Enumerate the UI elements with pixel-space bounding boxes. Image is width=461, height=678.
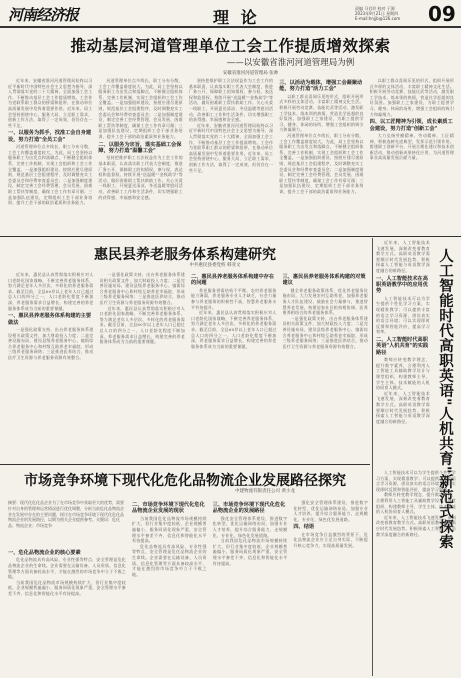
article4-paragraph: 人工智能技术可以为学生提供个性化学习方案，实现精准教学；可以提供丰富的语言学习资源，创设真实的语言环境；可以实现即时反馈和智能评价，提高学习效率。 [376,295,430,335]
article3-section-heading: 三、市场竞争环境下现代化危化品物流企业的发展路径 [212,502,286,515]
article3-paragraph: 当前我国危化品物流市场规模持续扩大，但行业集中度较低，企业规模普遍偏小，服务同质化现象严重，安全管理水平参差不齐，信息化和智能化水平有待提高。 [132,515,207,544]
article2-byline: 中共惠民县委党校 韩亚文 [189,263,241,268]
column-divider [372,238,373,676]
article1-body [8,78,454,228]
article4-section-heading: 一、人工智能技术在高职英语教学中的应用优势 [376,275,428,295]
article1-section-heading: 四、以工匠精神为引领，成长素质工会建设，努力打造"创新工会" [369,119,453,132]
article3-column [8,548,126,674]
article3-body-left [8,548,126,674]
article1-paragraph: 坚持把维护职工合法权益作为工会工作的基本职责，认真落实职工代表大会制度，推进厂务公开，保障职工的知情权、参与权、表达权和监督权。持续开展"送温暖""金秋助学"等活动，做好困难职工帮扶救助工作。关心关爱一线职工，开展夏送清凉、冬送温暖等慰问活动，改善职工工作和生活条件，切实增强职工的获得感、幸福感和安全感。 [188,78,274,123]
article3-paragraph: 当前我国危化品物流市场规模持续扩大，但行业集中度较低，企业规模普遍偏小，服务同质化现象严重，安全管理水平参差不齐，信息化和智能化水平有待提高。 [212,538,288,566]
article1-byline: 安徽省淮河河道管理局 张帅 [222,71,279,76]
article1-paragraph: 河道管理单位点多线长，职工分布分散，工会工作覆盖难度较大。为此，局工会坚持以服务职工为出发点和落脚点，不断健全组织体系，完善工作机制，实现工会组织和工会工作全覆盖。一是加强组织建设，按照应建尽建原则，规范基层工会组建程序，及时调整充实工会委员会和经费审查委员会；二是加强制度建设，制定完善工会经费管理、会员发展、困难职工帮扶等制度，确保工会工作有章可循；三是加强队伍建设，定期组织工会干部业务培训，提升工会干部的政治素质和业务能力。 [8,144,93,206]
article3-paragraph: 在市场竞争日益激烈的背景下，危化品物流企业应立足自身实际，不断提升核心竞争力，实现高质量发展。 [293,531,369,548]
section-divider [0,236,461,237]
article1-paragraph: 河道管理单位点多线长，职工分布分散，工会工作覆盖难度较大。为此，局工会坚持以服务职工为出发点和落脚点，不断健全组织体系，完善工作机制，实现工会组织和工会工作全覆盖。一是加强组织建设，按照应建尽建原则，规范基层工会组建程序，及时调整充实工会委员会和经费审查委员会；二是加强制度建设，制定完善工会经费管理、会员发展、困难职工帮扶等制度，确保工会工作有章可循；三是加强队伍建设，定期组织工会干部业务培训，提升工会干部的政治素质和业务能力。 [98,78,183,139]
article3-paragraph: 危化品物流具有高风险、专业性强等特点，安全管理是危化品物流企业的生命线。企业需要在运输设备、人员资质、信息化管理等方面具备较高水平，才能在激烈的市场竞争中立于不败之地。 [8,557,126,580]
article3-column [293,500,368,674]
article2-headline: 惠民县养老服务体系构建研究 [94,247,276,263]
article3-column [132,500,207,674]
article2-column [100,272,186,460]
article1-column [189,78,273,228]
article2-section-heading: 二、惠民县养老服务体系构建中存在的问题 [191,274,275,287]
article1-paragraph: 河道管理单位点多线长，职工分布分散，工会工作覆盖难度较大。为此，局工会坚持以服务职工为出发点和落脚点，不断健全组织体系，完善工作机制，实现工会组织和工会工作全覆盖。一是加强组织建设，按照应建尽建原则，规范基层工会组建程序，及时调整充实工会委员会和经费审查委员会；二是加强制度建设，制定完善工会经费管理、会员发展、困难职工帮扶等制度，确保工会工作有章可循；三是加强队伍建设，定期组织工会干部业务培训，提升工会干部的政治素质和业务能力。 [279,132,364,194]
article1-section-heading: 一、以服务为抓手，找准工会自身建设，努力打造"全员工会" [8,130,92,143]
date-line: 2023年9月21日 星期四 [355,11,399,16]
article3-section-heading: 二、市场竞争环境下现代化危化品物流企业发展的现状 [132,502,205,515]
section-divider [0,464,370,465]
article1-paragraph: 近年来，安徽省淮河河道管理局始终以习近平新时代中国特色社会主义思想为指导，深入贯彻落实党的二十大精神，全面加强工会工作，不断推动基层工会工作提质增效。工会作为党联系职工群众的桥梁和纽带，在推动单位高质量发展中发挥着重要作用。近年来，局工会坚持围绕中心、服务大局，立足职工需求，创新工作方法，取得了一定成效，但仍存在一些不足。 [188,122,274,173]
page-number: 09 [428,2,456,26]
article2-section-heading: 一、惠民县养老服务体系构建的主要做法 [8,313,92,326]
article1-paragraph: 近年来，安徽省淮河河道管理局始终以习近平新时代中国特色社会主义思想为指导，深入贯彻落实党的二十大精神，全面加强工会工作，不断推动基层工会工作提质增效。工会作为党联系职工群众的桥梁和纽带，在推动单位高质量发展中发挥着重要作用。近年来，局工会坚持围绕中心、服务大局，立足职工需求，创新工作方法，取得了一定成效，但仍存在一些不足。 [8,78,93,128]
article3-section-heading: 四、结语 [293,524,315,531]
email-line: E-mail:hnjjb@126.com [355,16,401,21]
article1-paragraph: 以职工群众喜闻乐见的形式，组织开展形式多样的文体活动，丰富职工精神文化生活。积极开展劳动竞赛、技能比武等活动，激发职工学技术、练本领的热情，营造比学赶超的良好氛围。加强职工之家建设，为职工提供学习、健身、休闲的场所，增强工会组织的吸引力和凝聚力。 [369,78,455,117]
article2-paragraph: 一是强化政策支持，出台养老服务体系建设相关政策文件，加大财政投入力度；二是完善设施布局，建设县级养老服务中心、镇街综合养老服务中心和村级互助养老幸福院，形成三级养老服务网络；三是推进医养结合，推动医疗卫生资源与养老服务资源有效整合。 [282,315,368,349]
article2-column [8,272,94,460]
article1-section-heading: 二、以服务为宗旨，落实基础工会保障，努力打造"温馨工会" [98,141,182,154]
article4-paragraph: 教师应转变教学理念，提升数字素养，合理利用人工智能工具辅助教学设计与课堂组织，构建教师主导、学生主体、技术赋能的人机协同育人模式。 [376,357,430,391]
article3-paragraph: 强化安全管理体系建设，推进数字化转型，优化运输网络布局，加强专业人才培养，提升综合服务能力，走规模化、专业化、绿色化发展道路。 [293,500,369,522]
article2-section-heading: 三、惠民县养老服务体系构建的对策建议 [282,274,366,287]
article2-paragraph: 近年来，惠民县认真贯彻落实积极应对人口老龄化国家战略，不断完善养老服务体系，努力满足老年人多层次、多样化的养老服务需求。截至目前，全县60岁以上老年人口已超过总人口的四分之一，人口老龄化程度不断加深，养老服务需求日益增长，构建完善的养老服务体系成为当前的重要课题。 [99,305,185,345]
article4-column [376,470,456,674]
article2-paragraph: 一是强化政策支持，出台养老服务体系建设相关政策文件，加大财政投入力度；二是完善设施布局，建设县级养老服务中心、镇街综合养老服务中心和村级互助养老幸福院，形成三级养老服务网络；三是推进医养结合，推动医疗卫生资源与养老服务资源有效整合。 [99,272,185,305]
section-title: 理 论 [213,8,260,27]
article4-section-heading: 二、人工智能时代高职英语"人机共育"的实践路径 [376,336,429,356]
article3-byline: 中建物流有限责任公司 黄小龙 [235,489,295,494]
article1-paragraph: 大力弘扬劳模精神、劳动精神、工匠精神，积极选树先进典型，发挥示范引领作用。搭建职工创新平台，开展合理化建议和技术创新活动，推动创新成果转化应用，为河道管理事业高质量发展贡献力量。 [369,132,455,161]
article1-column [98,78,182,228]
article3-abstract: 摘要：现代化危化品企业为了在市场竞争中获取更大的优势，需要针对自身的管理和运营情况进行优化调整，分析当前危化品物流企业在发展中存在的主要问题，探讨在市场竞争环境下现代化危化品物流企业的发展路径，以期为相关企业提供参考。关键词：危化品；物流企业；市场竞争 [8,500,124,529]
article1-column [279,78,363,228]
article1-paragraph: 坚持把维护职工合法权益作为工会工作的基本职责，认真落实职工代表大会制度，推进厂务公开，保障职工的知情权、参与权、表达权和监督权。持续开展"送温暖""金秋助学"等活动，做好困难职工帮扶救助工作。关心关爱一线职工，开展夏送清凉、冬送温暖等慰问活动，改善职工工作和生活条件，切实增强职工的获得感、幸福感和安全感。 [98,155,183,200]
article4-paragraph: 近年来，人工智能技术飞速发展，深刻改变着教育教学方式。高职英语教学需要顺应时代发展趋势，积极探索人工智能与英语教学深度融合的新路径。 [376,240,430,273]
article1-subtitle: ——以安徽省淮河河道管理局为例 [226,58,355,68]
article2-paragraph: 一是强化政策支持，出台养老服务体系建设相关政策文件，加大财政投入力度；二是完善设施布局，建设县级养老服务中心、镇街综合养老服务中心和村级互助养老幸福院，形成三级养老服务网络；三是推进医养结合，推动医疗卫生资源与养老服务资源有效整合。 [8,326,94,360]
article3-paragraph: 当前我国危化品物流市场规模持续扩大，但行业集中度较低，企业规模普遍偏小，服务同质化现象严重，安全管理水平参差不齐，信息化和智能化水平有待提高。 [8,579,126,596]
article3-paragraph: 危化品物流具有高风险、专业性强等特点，安全管理是危化品物流企业的生命线。企业需要在运输设备、人员资质、信息化管理等方面具备较高水平，才能在激烈的市场竞争中立于不败之地。 [132,543,207,577]
editor-line: 责编 马君玲 校对 于源 [355,6,395,11]
article4-paragraph: 人工智能技术可以为学生提供个性化学习方案，实现精准教学；可以提供丰富的语言学习资源，创设真实的语言环境；可以实现即时反馈和智能评价，提高学习效率。 [376,470,456,492]
article4-paragraph: 教师应转变教学理念，提升数字素养，合理利用人工智能工具辅助教学设计与课堂组织，构建教师主导、学生主体、技术赋能的人机协同育人模式。 [376,492,456,515]
article2-paragraph: 近年来，惠民县认真贯彻落实积极应对人口老龄化国家战略，不断完善养老服务体系，努力满足老年人多层次、多样化的养老服务需求。截至目前，全县60岁以上老年人口已超过总人口的四分之一，人口老龄化程度不断加深，养老服务需求日益增长，构建完善的养老服务体系成为当前的重要课题。 [191,310,277,349]
article3-headline: 市场竞争环境下现代化危化品物流企业发展路径探究 [24,473,346,489]
article3-column [213,500,288,674]
article2-paragraph: 养老服务供需结构不平衡，农村养老服务能力薄弱，养老服务专业人才缺乏，社会力量参与养老服务的积极性不高，智慧养老服务水平有待提升。 [191,287,277,310]
masthead [0,0,461,28]
article2-paragraph: 近年来，惠民县认真贯彻落实积极应对人口老龄化国家战略，不断完善养老服务体系，努力满足老年人多层次、多样化的养老服务需求。截至目前，全县60岁以上老年人口已超过总人口的四分之一，人口老龄化程度不断加深，养老服务需求日益增长，构建完善的养老服务体系成为当前的重要课题。 [8,272,94,311]
issue-meta [355,6,400,21]
article1-headline: 推动基层河道管理单位工会工作提质增效探索 [70,37,391,55]
article1-paragraph: 以职工群众喜闻乐见的形式，组织开展形式多样的文体活动，丰富职工精神文化生活。积极开展劳动竞赛、技能比武等活动，激发职工学技术、练本领的热情，营造比学赶超的良好氛围。加强职工之家建设，为职工提供学习、健身、休闲的场所，增强工会组织的吸引力和凝聚力。 [279,93,364,133]
article4-headline: 人工智能时代高职英语"人机共育"新范式探索 [437,248,453,550]
article1-column [370,78,454,228]
article4-paragraph: 近年来，人工智能技术飞速发展，深刻改变着教育教学方式。高职英语教学需要顺应时代发展趋势，积极探索人工智能与英语教学深度融合的新路径。 [376,514,456,537]
article1-column [8,78,92,228]
article4-body-lower [376,470,456,674]
article2-column [283,272,369,460]
article3-body-right [132,500,368,674]
article4-paragraph: 近年来，人工智能技术飞速发展，深刻改变着教育教学方式。高职英语教学需要顺应时代发展趋势，积极探索人工智能与英语教学深度融合的新路径。 [376,390,430,424]
article1-section-heading: 三、以活动为载体，增强工会凝聚动能，努力打造"活力工会" [279,80,363,93]
article2-paragraph: 健全养老服务政策体系，优化养老服务设施布局，大力发展农村互助养老，加强养老服务人才队伍建设，鼓励社会力量参与，推进智慧养老发展，构建居家社区机构相协调、医养康养相结合的养老服务体系。 [282,287,368,316]
newspaper-name: 河南经济报 [8,6,79,24]
article2-column [191,272,277,460]
article3-section-heading: 一、危化品物流企业的核心要素 [8,550,81,556]
article2-body [8,272,368,460]
article3-paragraph: 强化安全管理体系建设，推进数字化转型，优化运输网络布局，加强专业人才培养，提升综合服务能力，走规模化、专业化、绿色化发展道路。 [212,515,288,538]
